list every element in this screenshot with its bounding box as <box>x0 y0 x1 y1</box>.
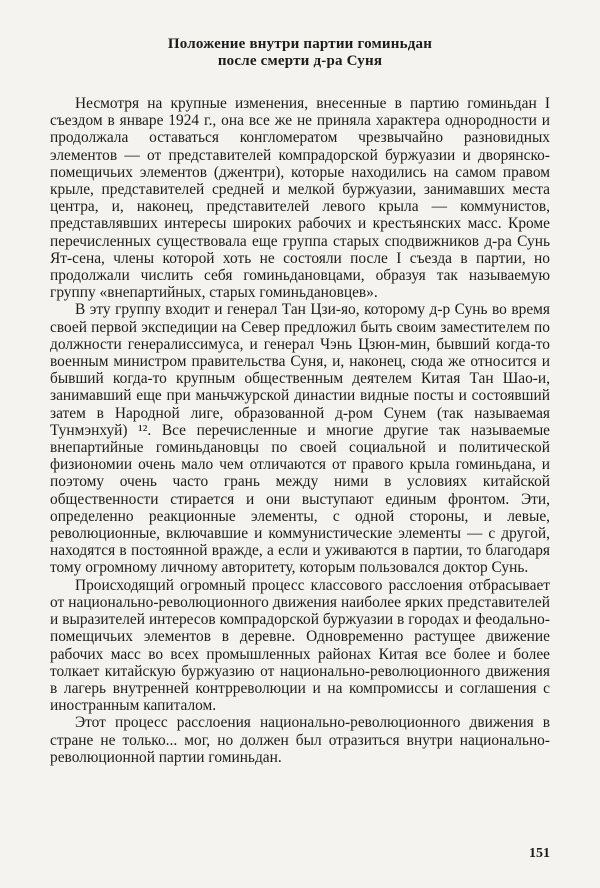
paragraph-1: Несмотря на крупные изменения, внесенные в партию гоминьдан I съездом в январе 1924 г., она все же не приняла характера однородности и продолжала оставаться конгломератом чрезвычайно разновидных элементов — от представителей компрадорской буржуазии и дворянско-помещичьих элементов (джентри), которые находились на самом правом крыле, представителей средней и мелкой буржуазии, занимавших места центра, и, наконец, представителей левого крыла — коммунистов, представлявших интересы широких рабочих и крестьянских масс. Кроме перечисленных существовала еще группа старых сподвижников д-ра Сунь Ят-сена, члены которой хоть не состояли после I съезда в партии, но продолжали числить себя гоминьдановцами, образуя так называемую группу «внепартийных, старых гоминьдановцев». <box>50 95 550 302</box>
paragraph-2: В эту группу входит и генерал Тан Цзи-яо, которому д-р Сунь во время своей первой экспедиции на Север предложил быть своим заместителем по должности генералиссимуса, и генерал Чэнь Цзюн-мин, бывший когда-то военным министром правительства Суня, и, наконец, сюда же относится и бывший когда-то крупным общественным деятелем Китая Тан Шао-и, занимавший еще при маньчжурской династии видные посты и состоявший затем в Народной лиге, образованной д-ром Сунем (так называемая Тунмэнхуй) ¹². Все перечисленные и многие другие так называемые внепартийные гоминьдановцы по своей социальной и политической физиономии очень мало чем отличаются от правого крыла гоминьдана, и поэтому очень часто грань между ними в условиях китайской общественности стирается и они выступают единым фронтом. Эти, определенно реакционные элементы, с одной стороны, и левые, революционные, включавшие и коммунистические элементы — с другой, находятся в постоянной вражде, а если и уживаются в партии, то благодаря тому огромному личному авторитету, которым пользовался доктор Сунь. <box>50 301 550 577</box>
section-title-line-1: Положение внутри партии гоминьдан <box>167 36 433 52</box>
section-title-line-2: после смерти д-ра Суня <box>217 53 383 69</box>
book-page <box>50 36 550 866</box>
section-title <box>50 36 550 70</box>
paragraph-3: Происходящий огромный процесс классового расслоения отбрасывает от национально-революционного движения наиболее ярких представителей и выразителей интересов компрадорской буржуазии в городах и феодально-помещичьих элементов в деревне. Одновременно растущее движение рабочих масс во всех промышленных районах Китая все более и более толкает китайскую буржуазию от национально-революционного движения в лагерь внутренней контрреволюции и на компромиссы и соглашения с иностранным капиталом. <box>50 576 550 715</box>
page-number: 151 <box>529 846 550 861</box>
paragraph-4: Этот процесс расслоения национально-революционного движения в стране не только... мог, но должен был отразиться внутри национально-революционной партии гоминьдан. <box>50 714 550 766</box>
